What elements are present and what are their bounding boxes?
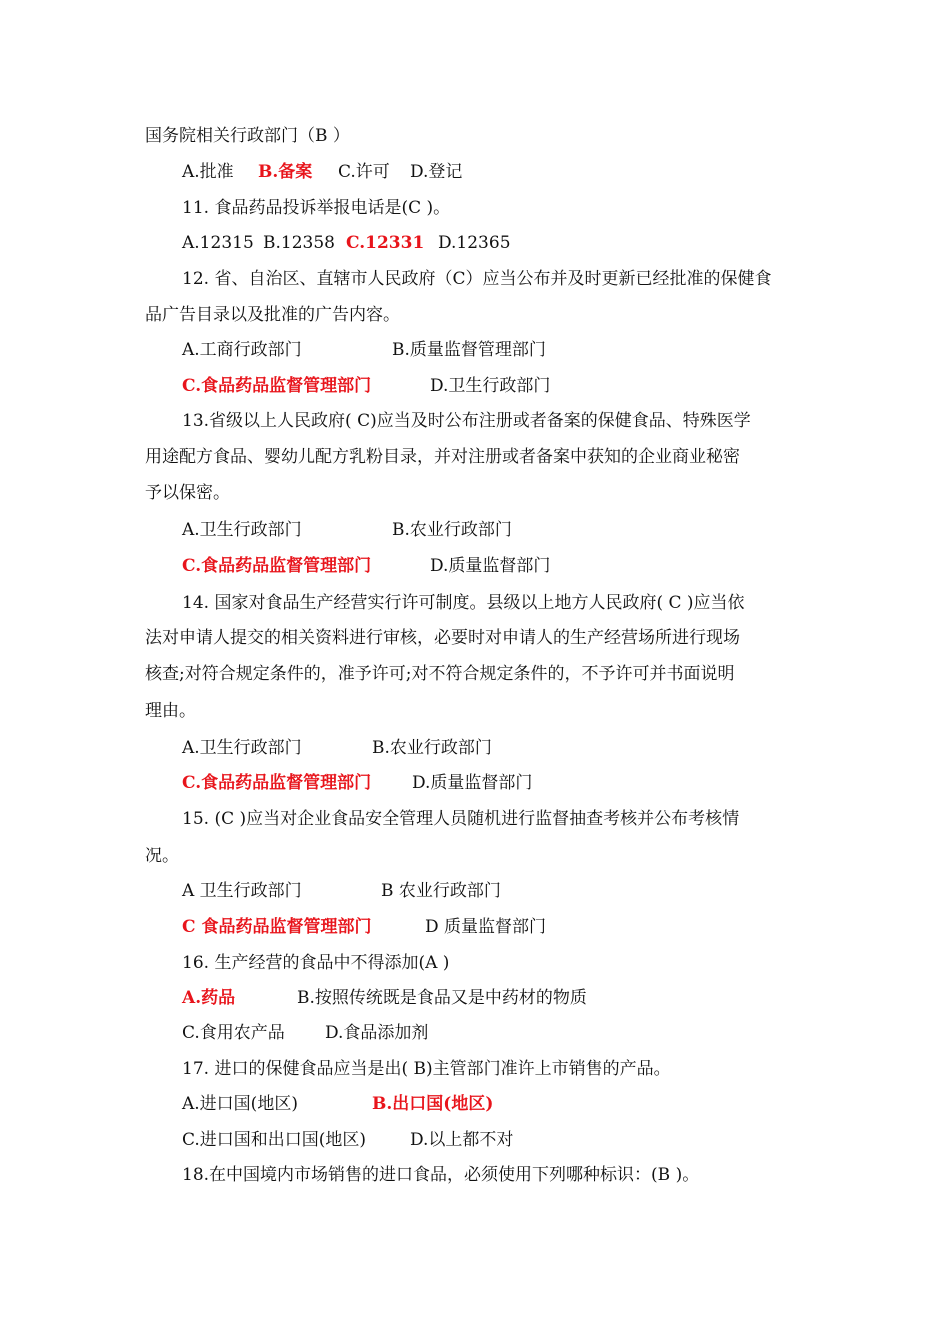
option-text: C.许可 — [338, 162, 390, 182]
option-text: A.工商行政部门 — [182, 340, 302, 360]
option-text: D.质量监督部门 — [412, 773, 533, 793]
question-text-line: 品广告目录以及批准的广告内容。 — [145, 305, 400, 325]
option-text: A.卫生行政部门 — [182, 738, 302, 758]
option-text: A.批准 — [182, 162, 234, 182]
question-text-line: 用途配方食品、婴幼儿配方乳粉目录，并对注册或者备案中获知的企业商业秘密 — [145, 447, 740, 467]
question-text-line: 16. 生产经营的食品中不得添加(A ) — [182, 953, 450, 973]
option-text: D.登记 — [410, 162, 463, 182]
correct-answer-text: C.12331 — [346, 233, 425, 253]
question-text-line: 法对申请人提交的相关资料进行审核，必要时对申请人的生产经营场所进行现场 — [145, 628, 740, 648]
question-text-line: 14. 国家对食品生产经营实行许可制度。县级以上地方人民政府( C )应当依 — [182, 593, 745, 613]
correct-answer-text: A.药品 — [182, 988, 236, 1008]
option-text: D.以上都不对 — [410, 1130, 514, 1150]
option-text: A.进口国(地区) — [182, 1094, 298, 1114]
question-text-line: 18.在中国境内市场销售的进口食品，必须使用下列哪种标识：(B )。 — [182, 1165, 700, 1185]
correct-answer-text: C.食品药品监督管理部门 — [182, 376, 372, 396]
option-text: A 卫生行政部门 — [182, 881, 302, 901]
correct-answer-text: C 食品药品监督管理部门 — [182, 917, 372, 937]
correct-answer-text: C.食品药品监督管理部门 — [182, 773, 372, 793]
option-text: D 质量监督部门 — [425, 917, 547, 937]
question-text-line: 17. 进口的保健食品应当是出( B)主管部门准许上市销售的产品。 — [182, 1059, 671, 1079]
option-text: D.卫生行政部门 — [430, 376, 551, 396]
question-text-line: 13.省级以上人民政府( C)应当及时公布注册或者备案的保健食品、特殊医学 — [182, 411, 751, 431]
option-text: D.质量监督部门 — [430, 556, 551, 576]
question-text-line: 11. 食品药品投诉举报电话是(C )。 — [182, 198, 451, 218]
option-text: B.农业行政部门 — [392, 520, 512, 540]
option-text: B.质量监督管理部门 — [392, 340, 546, 360]
option-text: A.卫生行政部门 — [182, 520, 302, 540]
option-text: B 农业行政部门 — [381, 881, 501, 901]
correct-answer-text: C.食品药品监督管理部门 — [182, 556, 372, 576]
option-text: D.食品添加剂 — [325, 1023, 429, 1043]
option-text: A.12315 — [182, 233, 254, 253]
option-text: D.12365 — [438, 233, 511, 253]
option-text: B.农业行政部门 — [372, 738, 492, 758]
option-text: C.食用农产品 — [182, 1023, 285, 1043]
option-text: B.12358 — [263, 233, 335, 253]
option-text: C.进口国和出口国(地区) — [182, 1130, 367, 1150]
question-text-line: 理由。 — [145, 701, 196, 721]
option-text: B.按照传统既是食品又是中药材的物质 — [297, 988, 587, 1008]
question-text-line: 15. (C )应当对企业食品安全管理人员随机进行监督抽查考核并公布考核情 — [182, 809, 740, 829]
question-text-line: 国务院相关行政部门（B ） — [145, 126, 350, 146]
question-text-line: 核查;对符合规定条件的，准予许可;对不符合规定条件的，不予许可并书面说明 — [145, 664, 735, 684]
correct-answer-text: B.备案 — [258, 162, 313, 182]
question-text-line: 予以保密。 — [145, 483, 230, 503]
question-text-line: 况。 — [145, 846, 179, 866]
correct-answer-text: B.出口国(地区) — [372, 1094, 494, 1114]
question-text-line: 12. 省、自治区、直辖市人民政府（C）应当公布并及时更新已经批准的保健食 — [182, 269, 772, 289]
